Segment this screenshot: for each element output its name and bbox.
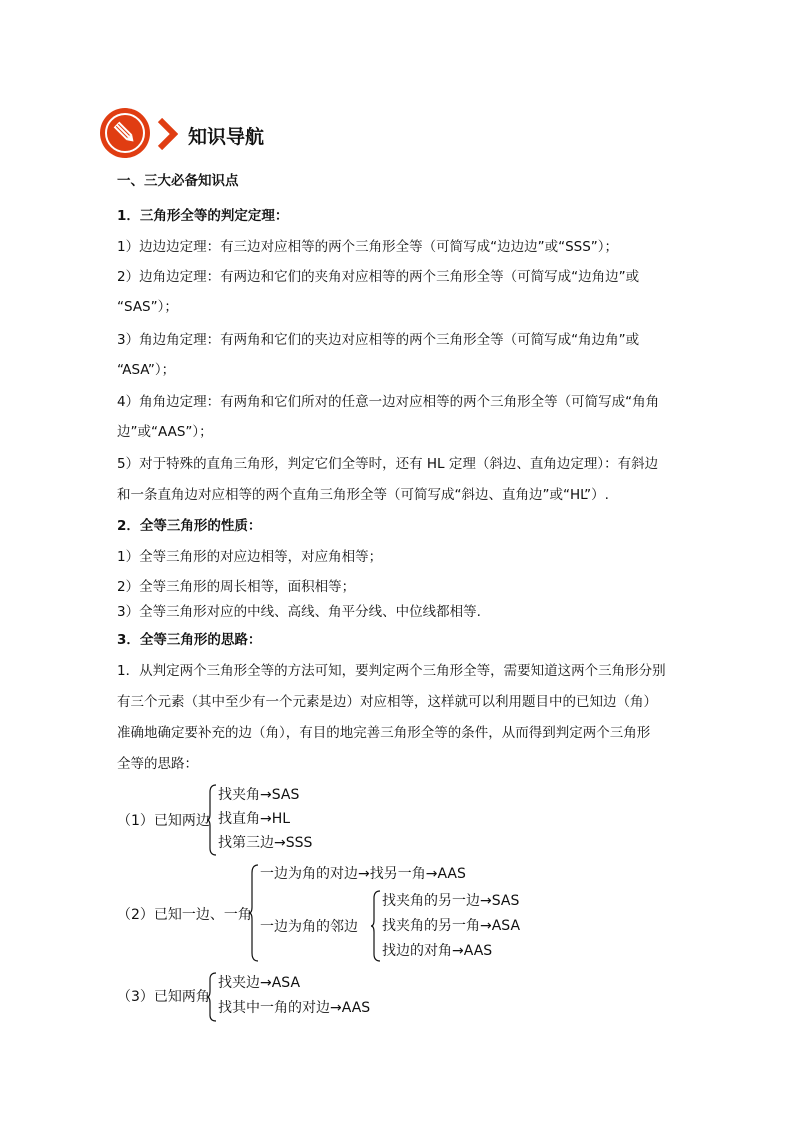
brace-icon xyxy=(248,864,260,962)
case2-branch: 一边为角的邻边 xyxy=(260,919,358,935)
list-item: 边”或“AAS”）； xyxy=(117,424,213,440)
list-item: “SAS”）； xyxy=(117,299,178,315)
pencil-icon xyxy=(111,119,139,147)
list-item: 5）对于特殊的直角三角形，判定它们全等时，还有 HL 定理（斜边、直角边定理）：有斜边 xyxy=(117,456,659,472)
list-item: 和一条直角边对应相等的两个直角三角形全等（可简写成“斜边、直角边”或“HL”）. xyxy=(117,487,609,503)
sub1-title: 1．三角形全等的判定定理： xyxy=(117,208,289,224)
list-item: 1）全等三角形的对应边相等，对应角相等； xyxy=(117,549,383,565)
list-item: 3）角边角定理：有两角和它们的夹边对应相等的两个三角形全等（可简写成“角边角”或 xyxy=(117,332,640,348)
logo-badge xyxy=(100,108,150,158)
case2-sub-branch: 找边的对角→AAS xyxy=(382,943,493,959)
paragraph-line: 有三个元素（其中至少有一个元素是边）对应相等，这样就可以利用题目中的已知边（角） xyxy=(117,694,657,710)
chevron-right-icon xyxy=(156,118,178,150)
case1-branch: 找第三边→SSS xyxy=(218,835,313,851)
paragraph-line: 全等的思路： xyxy=(117,756,198,772)
case2-branch: 一边为角的对边→找另一角→AAS xyxy=(260,866,466,882)
brace-icon xyxy=(206,972,218,1022)
list-item: 4）角角边定理：有两角和它们所对的任意一边对应相等的两个三角形全等（可简写成“角角 xyxy=(117,394,660,410)
paragraph-line: 准确地确定要补充的边（角），有目的地完善三角形全等的条件，从而得到判定两个三角形 xyxy=(117,725,651,741)
list-item: 2）全等三角形的周长相等，面积相等； xyxy=(117,579,356,595)
sub3-title: 3．全等三角形的思路： xyxy=(117,632,262,648)
sub2-title: 2．全等三角形的性质： xyxy=(117,518,262,534)
paragraph-line: 1．从判定两个三角形全等的方法可知，要判定两个三角形全等，需要知道这两个三角形分别 xyxy=(117,663,666,679)
case1-label: （1）已知两边 xyxy=(117,813,210,829)
list-item: 1）边边边定理：有三边对应相等的两个三角形全等（可简写成“边边边”或“SSS”）； xyxy=(117,239,619,255)
list-item: “ASA”）； xyxy=(117,362,176,378)
case3-label: （3）已知两角 xyxy=(117,989,210,1005)
list-item: 3）全等三角形对应的中线、高线、角平分线、中位线都相等. xyxy=(117,604,481,620)
case3-branch: 找其中一角的对边→AAS xyxy=(218,1000,371,1016)
case2-label: （2）已知一边、一角 xyxy=(117,907,252,923)
case1-branch: 找直角→HL xyxy=(218,811,291,827)
case1-branch: 找夹角→SAS xyxy=(218,787,300,803)
brace-icon xyxy=(206,784,218,856)
case2-sub-branch: 找夹角的另一角→ASA xyxy=(382,918,521,934)
list-item: 2）边角边定理：有两边和它们的夹角对应相等的两个三角形全等（可简写成“边角边”或 xyxy=(117,269,640,285)
case2-sub-branch: 找夹角的另一边→SAS xyxy=(382,893,520,909)
header-title: 知识导航 xyxy=(188,126,265,148)
section-title: 一、三大必备知识点 xyxy=(117,173,239,189)
case3-branch: 找夹边→ASA xyxy=(218,975,301,991)
brace-icon xyxy=(370,890,382,962)
